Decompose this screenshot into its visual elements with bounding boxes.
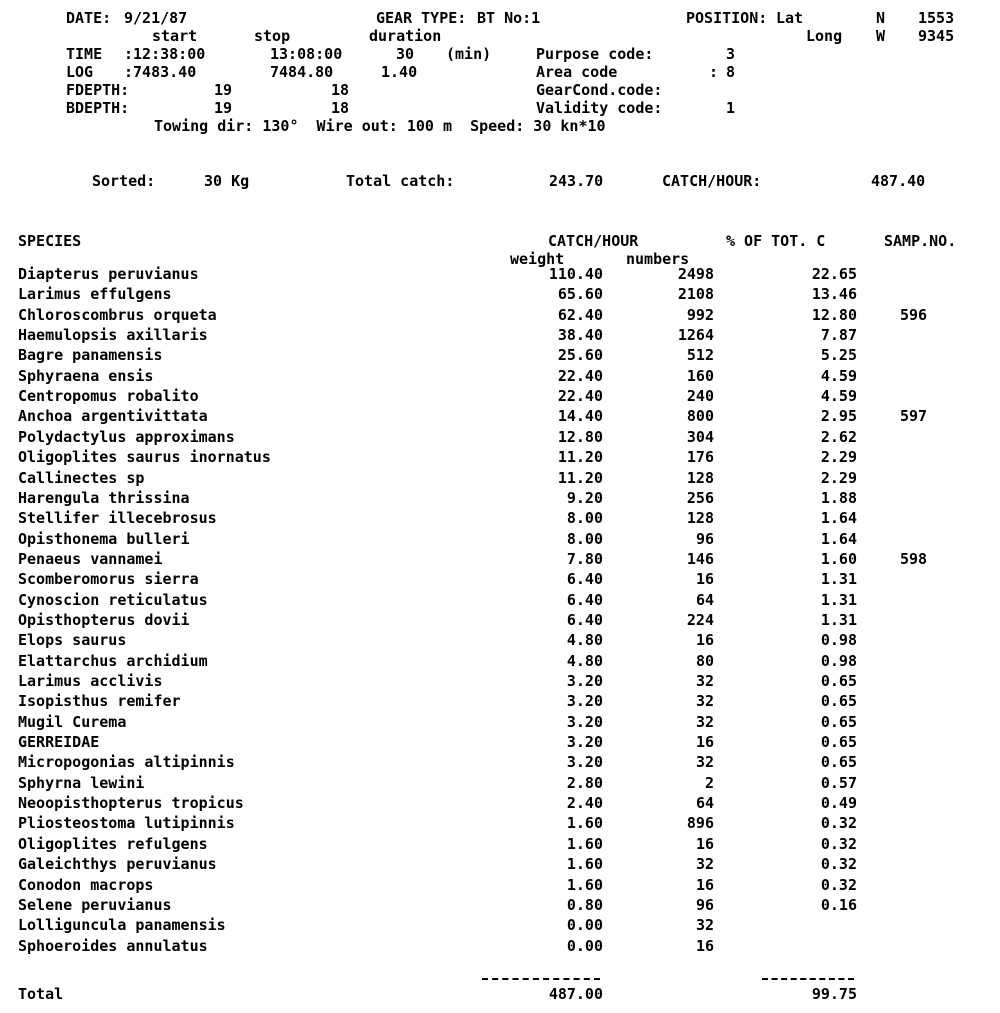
total-label: Total [18,985,64,1003]
fdepth-label: FDEPTH: [66,81,130,99]
species-name: Oligoplites refulgens [18,835,208,853]
species-name: Diapterus peruvianus [18,265,199,283]
weight-header: weight [510,250,565,268]
weight-value: 38.40 [557,326,603,344]
species-name: Pliosteostoma lutipinnis [18,814,235,832]
catch-hour-header: CATCH/HOUR [548,232,639,250]
weight-value: 2.80 [566,774,603,792]
species-name: Bagre panamensis [18,346,163,364]
numbers-value: 2108 [677,285,714,303]
time-stop: 13:08:00 [270,45,343,63]
numbers-value: 64 [695,591,714,609]
species-name: GERREIDAE [18,733,100,751]
species-name: Isopisthus remifer [18,692,181,710]
weight-value: 7.80 [566,550,603,568]
numbers-value: 16 [695,570,714,588]
weight-value: 110.40 [548,265,603,283]
numbers-value: 96 [695,896,714,914]
long-hemisphere: W [876,27,886,45]
bdepth-stop: 18 [331,99,350,117]
gear-type-value: BT No:1 [477,9,541,27]
weight-value: 25.60 [557,346,603,364]
species-name: Callinectes sp [18,469,145,487]
total-catch-value: 243.70 [549,172,604,190]
species-name: Micropogonias altipinnis [18,753,235,771]
log-duration: 1.40 [381,63,418,81]
pct-value: 1.31 [820,570,857,588]
total-pct: 99.75 [811,985,857,1003]
numbers-header: numbers [626,250,690,268]
weight-value: 1.60 [566,835,603,853]
area-code-value: 8 [726,63,736,81]
weight-value: 65.60 [557,285,603,303]
pct-value: 12.80 [811,306,857,324]
numbers-value: 64 [695,794,714,812]
numbers-value: 146 [686,550,714,568]
pct-value: 0.16 [820,896,857,914]
pct-value: 2.29 [820,469,857,487]
numbers-value: 128 [686,509,714,527]
weight-value: 12.80 [557,428,603,446]
numbers-value: 96 [695,530,714,548]
numbers-value: 512 [686,346,714,364]
weight-value: 3.20 [566,733,603,751]
pct-value: 2.62 [820,428,857,446]
weight-value: 8.00 [566,509,603,527]
numbers-value: 2 [704,774,714,792]
pct-value: 1.31 [820,591,857,609]
numbers-value: 224 [686,611,714,629]
species-name: Centropomus robalito [18,387,199,405]
duration-label: duration [369,27,442,45]
pct-value: 0.65 [820,753,857,771]
species-name: Elops saurus [18,631,127,649]
weight-total-rule [482,978,600,980]
fdepth-stop: 18 [331,81,350,99]
numbers-value: 32 [695,713,714,731]
pct-value: 5.25 [820,346,857,364]
numbers-value: 32 [695,672,714,690]
weight-value: 3.20 [566,713,603,731]
species-name: Sphyraena ensis [18,367,154,385]
bdepth-label: BDEPTH: [66,99,130,117]
stop-label: stop [254,27,291,45]
species-name: Conodon macrops [18,876,154,894]
species-name: Lolliguncula panamensis [18,916,226,934]
species-name: Neoopisthopterus tropicus [18,794,244,812]
species-name: Scomberomorus sierra [18,570,199,588]
weight-value: 14.40 [557,407,603,425]
weight-value: 11.20 [557,469,603,487]
lat-hemisphere: N [876,9,886,27]
sample-number-header: SAMP.NO. [884,232,957,250]
numbers-value: 32 [695,855,714,873]
species-name: Elattarchus archidium [18,652,208,670]
time-label: TIME [66,45,103,63]
numbers-value: 176 [686,448,714,466]
numbers-value: 16 [695,835,714,853]
weight-value: 1.60 [566,855,603,873]
sample-number: 598 [900,550,928,568]
pct-value: 0.65 [820,713,857,731]
pct-value: 4.59 [820,367,857,385]
pct-value: 0.32 [820,835,857,853]
purpose-code-label: Purpose code: [536,45,654,63]
pct-value: 1.64 [820,530,857,548]
time-start: :12:38:00 [124,45,206,63]
log-start: :7483.40 [124,63,197,81]
numbers-value: 32 [695,916,714,934]
weight-value: 4.80 [566,631,603,649]
species-name: Polydactylus approximans [18,428,235,446]
pct-value: 0.32 [820,814,857,832]
species-name: Opisthonema bulleri [18,530,190,548]
numbers-value: 32 [695,692,714,710]
lat-value: 1553 [918,9,955,27]
pct-value: 1.64 [820,509,857,527]
pct-value: 0.32 [820,855,857,873]
numbers-value: 800 [686,407,714,425]
time-duration: 30 [396,45,415,63]
pct-value: 0.49 [820,794,857,812]
species-name: Larimus effulgens [18,285,172,303]
sorted-label: Sorted: [92,172,156,190]
towing-info: Towing dir: 130° Wire out: 100 m Speed: 30 kn*10 [154,117,606,135]
area-code-label: Area code [536,63,618,81]
numbers-value: 160 [686,367,714,385]
total-weight: 487.00 [548,985,603,1003]
numbers-value: 16 [695,733,714,751]
weight-value: 2.40 [566,794,603,812]
pct-total-rule [762,978,854,980]
numbers-value: 1264 [677,326,714,344]
validity-code-label: Validity code: [536,99,663,117]
weight-value: 4.80 [566,652,603,670]
weight-value: 9.20 [566,489,603,507]
long-value: 9345 [918,27,955,45]
numbers-value: 32 [695,753,714,771]
species-name: Penaeus vannamei [18,550,163,568]
species-name: Cynoscion reticulatus [18,591,208,609]
gearcond-label: GearCond.code: [536,81,663,99]
pct-value: 0.65 [820,692,857,710]
pct-value: 0.65 [820,672,857,690]
weight-value: 0.00 [566,937,603,955]
weight-value: 1.60 [566,814,603,832]
time-unit: (min) [446,45,492,63]
pct-value: 13.46 [811,285,857,303]
species-name: Harengula thrissina [18,489,190,507]
pct-of-total-header: % OF TOT. C [726,232,826,250]
pct-value: 0.98 [820,631,857,649]
pct-value: 0.65 [820,733,857,751]
weight-value: 3.20 [566,692,603,710]
weight-value: 0.80 [566,896,603,914]
numbers-value: 16 [695,631,714,649]
purpose-code-value: 3 [726,45,736,63]
numbers-value: 128 [686,469,714,487]
pct-value: 1.60 [820,550,857,568]
pct-value: 4.59 [820,387,857,405]
pct-value: 7.87 [820,326,857,344]
numbers-value: 896 [686,814,714,832]
species-name: Galeichthys peruvianus [18,855,217,873]
fdepth-start: 19 [214,81,233,99]
species-header: SPECIES [18,232,82,250]
pct-value: 22.65 [811,265,857,283]
weight-value: 3.20 [566,753,603,771]
numbers-value: 80 [695,652,714,670]
pct-value: 1.88 [820,489,857,507]
weight-value: 62.40 [557,306,603,324]
species-name: Stellifer illecebrosus [18,509,217,527]
pct-value: 2.95 [820,407,857,425]
pct-value: 1.31 [820,611,857,629]
weight-value: 0.00 [566,916,603,934]
pct-value: 0.98 [820,652,857,670]
date-label: DATE: [66,9,112,27]
long-label: Long [806,27,843,45]
numbers-value: 304 [686,428,714,446]
log-stop: 7484.80 [270,63,334,81]
weight-value: 3.20 [566,672,603,690]
weight-value: 22.40 [557,387,603,405]
weight-value: 8.00 [566,530,603,548]
numbers-value: 16 [695,937,714,955]
species-name: Opisthopterus dovii [18,611,190,629]
weight-value: 11.20 [557,448,603,466]
pct-value: 0.57 [820,774,857,792]
gear-type-label: GEAR TYPE: [376,9,467,27]
pct-value: 0.32 [820,876,857,894]
weight-value: 6.40 [566,570,603,588]
species-name: Anchoa argentivittata [18,407,208,425]
pct-value: 2.29 [820,448,857,466]
species-name: Larimus acclivis [18,672,163,690]
total-catch-label: Total catch: [346,172,455,190]
numbers-value: 992 [686,306,714,324]
date-value: 9/21/87 [124,9,188,27]
species-name: Mugil Curema [18,713,127,731]
weight-value: 1.60 [566,876,603,894]
sorted-value: 30 Kg [204,172,250,190]
weight-value: 22.40 [557,367,603,385]
species-name: Sphoeroides annulatus [18,937,208,955]
numbers-value: 2498 [677,265,714,283]
catch-hour-label: CATCH/HOUR: [662,172,762,190]
weight-value: 6.40 [566,611,603,629]
species-name: Selene peruvianus [18,896,172,914]
bdepth-start: 19 [214,99,233,117]
log-label: LOG [66,63,94,81]
numbers-value: 256 [686,489,714,507]
catch-hour-value: 487.40 [871,172,926,190]
species-name: Chloroscombrus orqueta [18,306,217,324]
species-name: Oligoplites saurus inornatus [18,448,271,466]
numbers-value: 240 [686,387,714,405]
numbers-value: 16 [695,876,714,894]
lat-label: Lat [776,9,804,27]
validity-code-value: 1 [726,99,736,117]
sample-number: 596 [900,306,928,324]
weight-value: 6.40 [566,591,603,609]
start-label: start [152,27,198,45]
position-label: POSITION: [686,9,768,27]
species-name: Sphyrna lewini [18,774,145,792]
sample-number: 597 [900,407,928,425]
area-code-separator: : [709,63,719,81]
species-name: Haemulopsis axillaris [18,326,208,344]
